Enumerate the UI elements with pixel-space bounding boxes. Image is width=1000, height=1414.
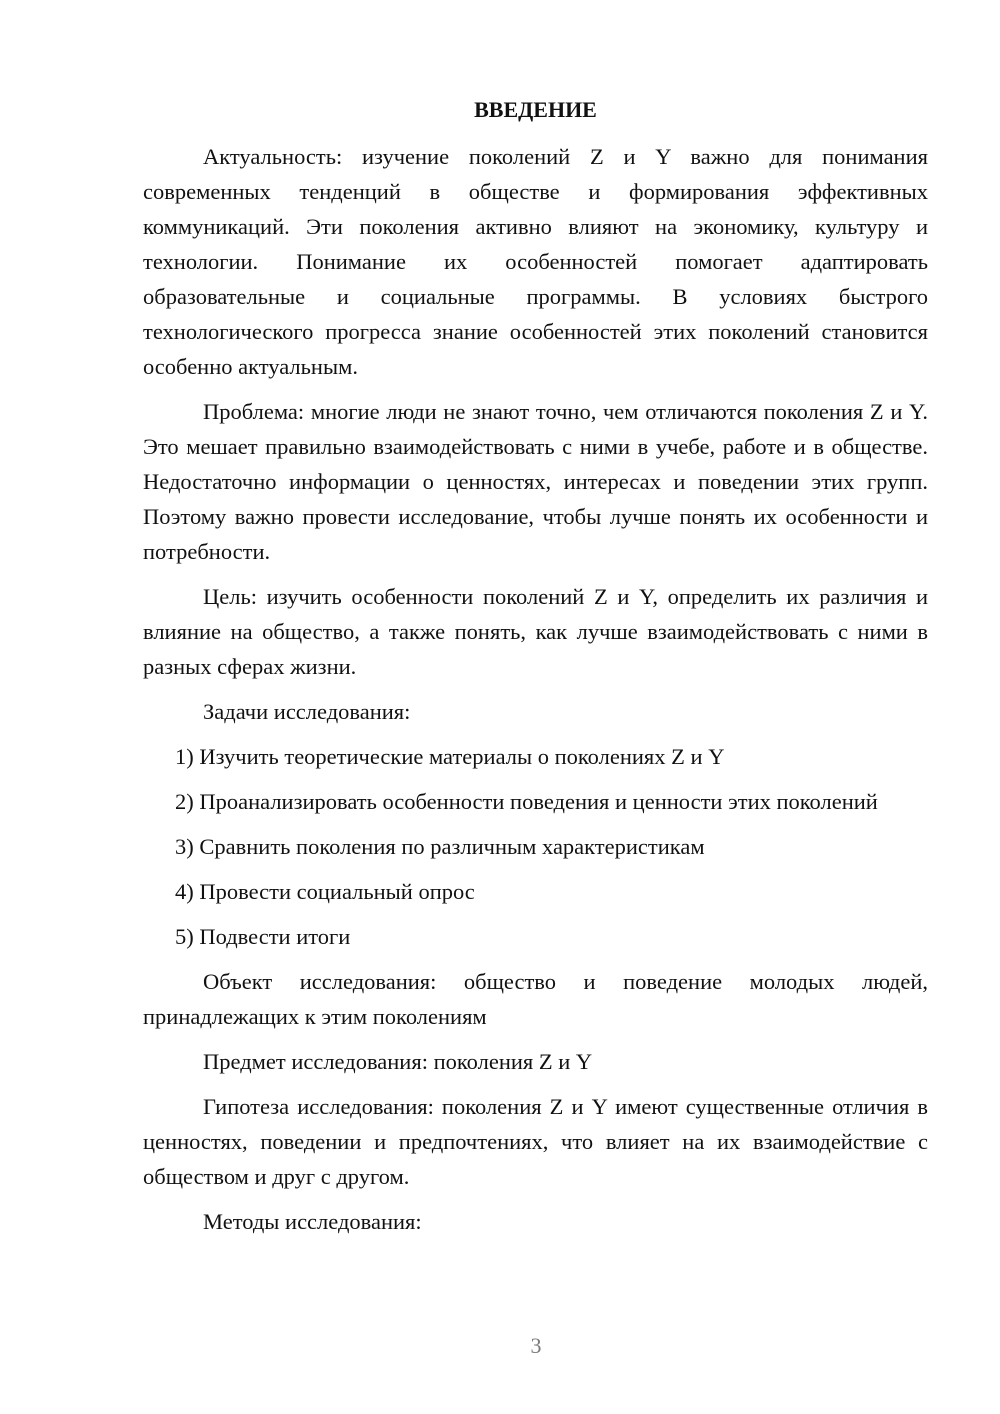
goal-paragraph: Цель: изучить особенности поколений Z и Y, определить их различия и влияние на общество, а также понять, как лучше взаимодействовать с ними в разных сферах жизни. [143,584,928,679]
problem-paragraph: Проблема: многие люди не знают точно, чем отличаются поколения Z и Y. Это мешает правильно взаимодействовать с ними в учебе, работе и в обществе. Недостаточно информации о ценностях, интересах и поведении этих групп. Поэтому важно провести исследование, чтобы лучше понять их особенности и потребности. [143,399,928,564]
page-number: 3 [530,1333,542,1358]
tasks-heading: Задачи исследования: [203,699,411,724]
task-item: 5) Подвести итоги [175,924,351,949]
task-item: 3) Сравнить поколения по различным характеристикам [175,834,705,859]
relevance-paragraph: Актуальность: изучение поколений Z и Y важно для понимания современных тенденций в обществе и формирования эффективных коммуникаций. Эти поколения активно влияют на экономику, культуру и технологии. Понимание их особенностей помогает адаптировать образовательные и социальные программы. В условиях быстрого технологического прогресса знание особенностей этих поколений становится особенно актуальным. [143,144,928,379]
task-item: 2) Проанализировать особенности поведения и ценности этих поколений [175,789,878,814]
task-item: 4) Провести социальный опрос [175,879,475,904]
section-title: ВВЕДЕНИЕ [474,97,597,122]
hypothesis-paragraph: Гипотеза исследования: поколения Z и Y имеют существенные отличия в ценностях, поведении и предпочтениях, что влияет на их взаимодействие с обществом и друг с другом. [143,1094,928,1189]
tasks-list [143,739,928,954]
task-item: 1) Изучить теоретические материалы о поколениях Z и Y [175,744,725,769]
object-paragraph: Объект исследования: общество и поведение молодых людей, принадлежащих к этим поколениям [143,969,928,1029]
methods-heading: Методы исследования: [203,1209,422,1234]
page-content [143,94,928,1249]
subject-paragraph: Предмет исследования: поколения Z и Y [203,1049,593,1074]
